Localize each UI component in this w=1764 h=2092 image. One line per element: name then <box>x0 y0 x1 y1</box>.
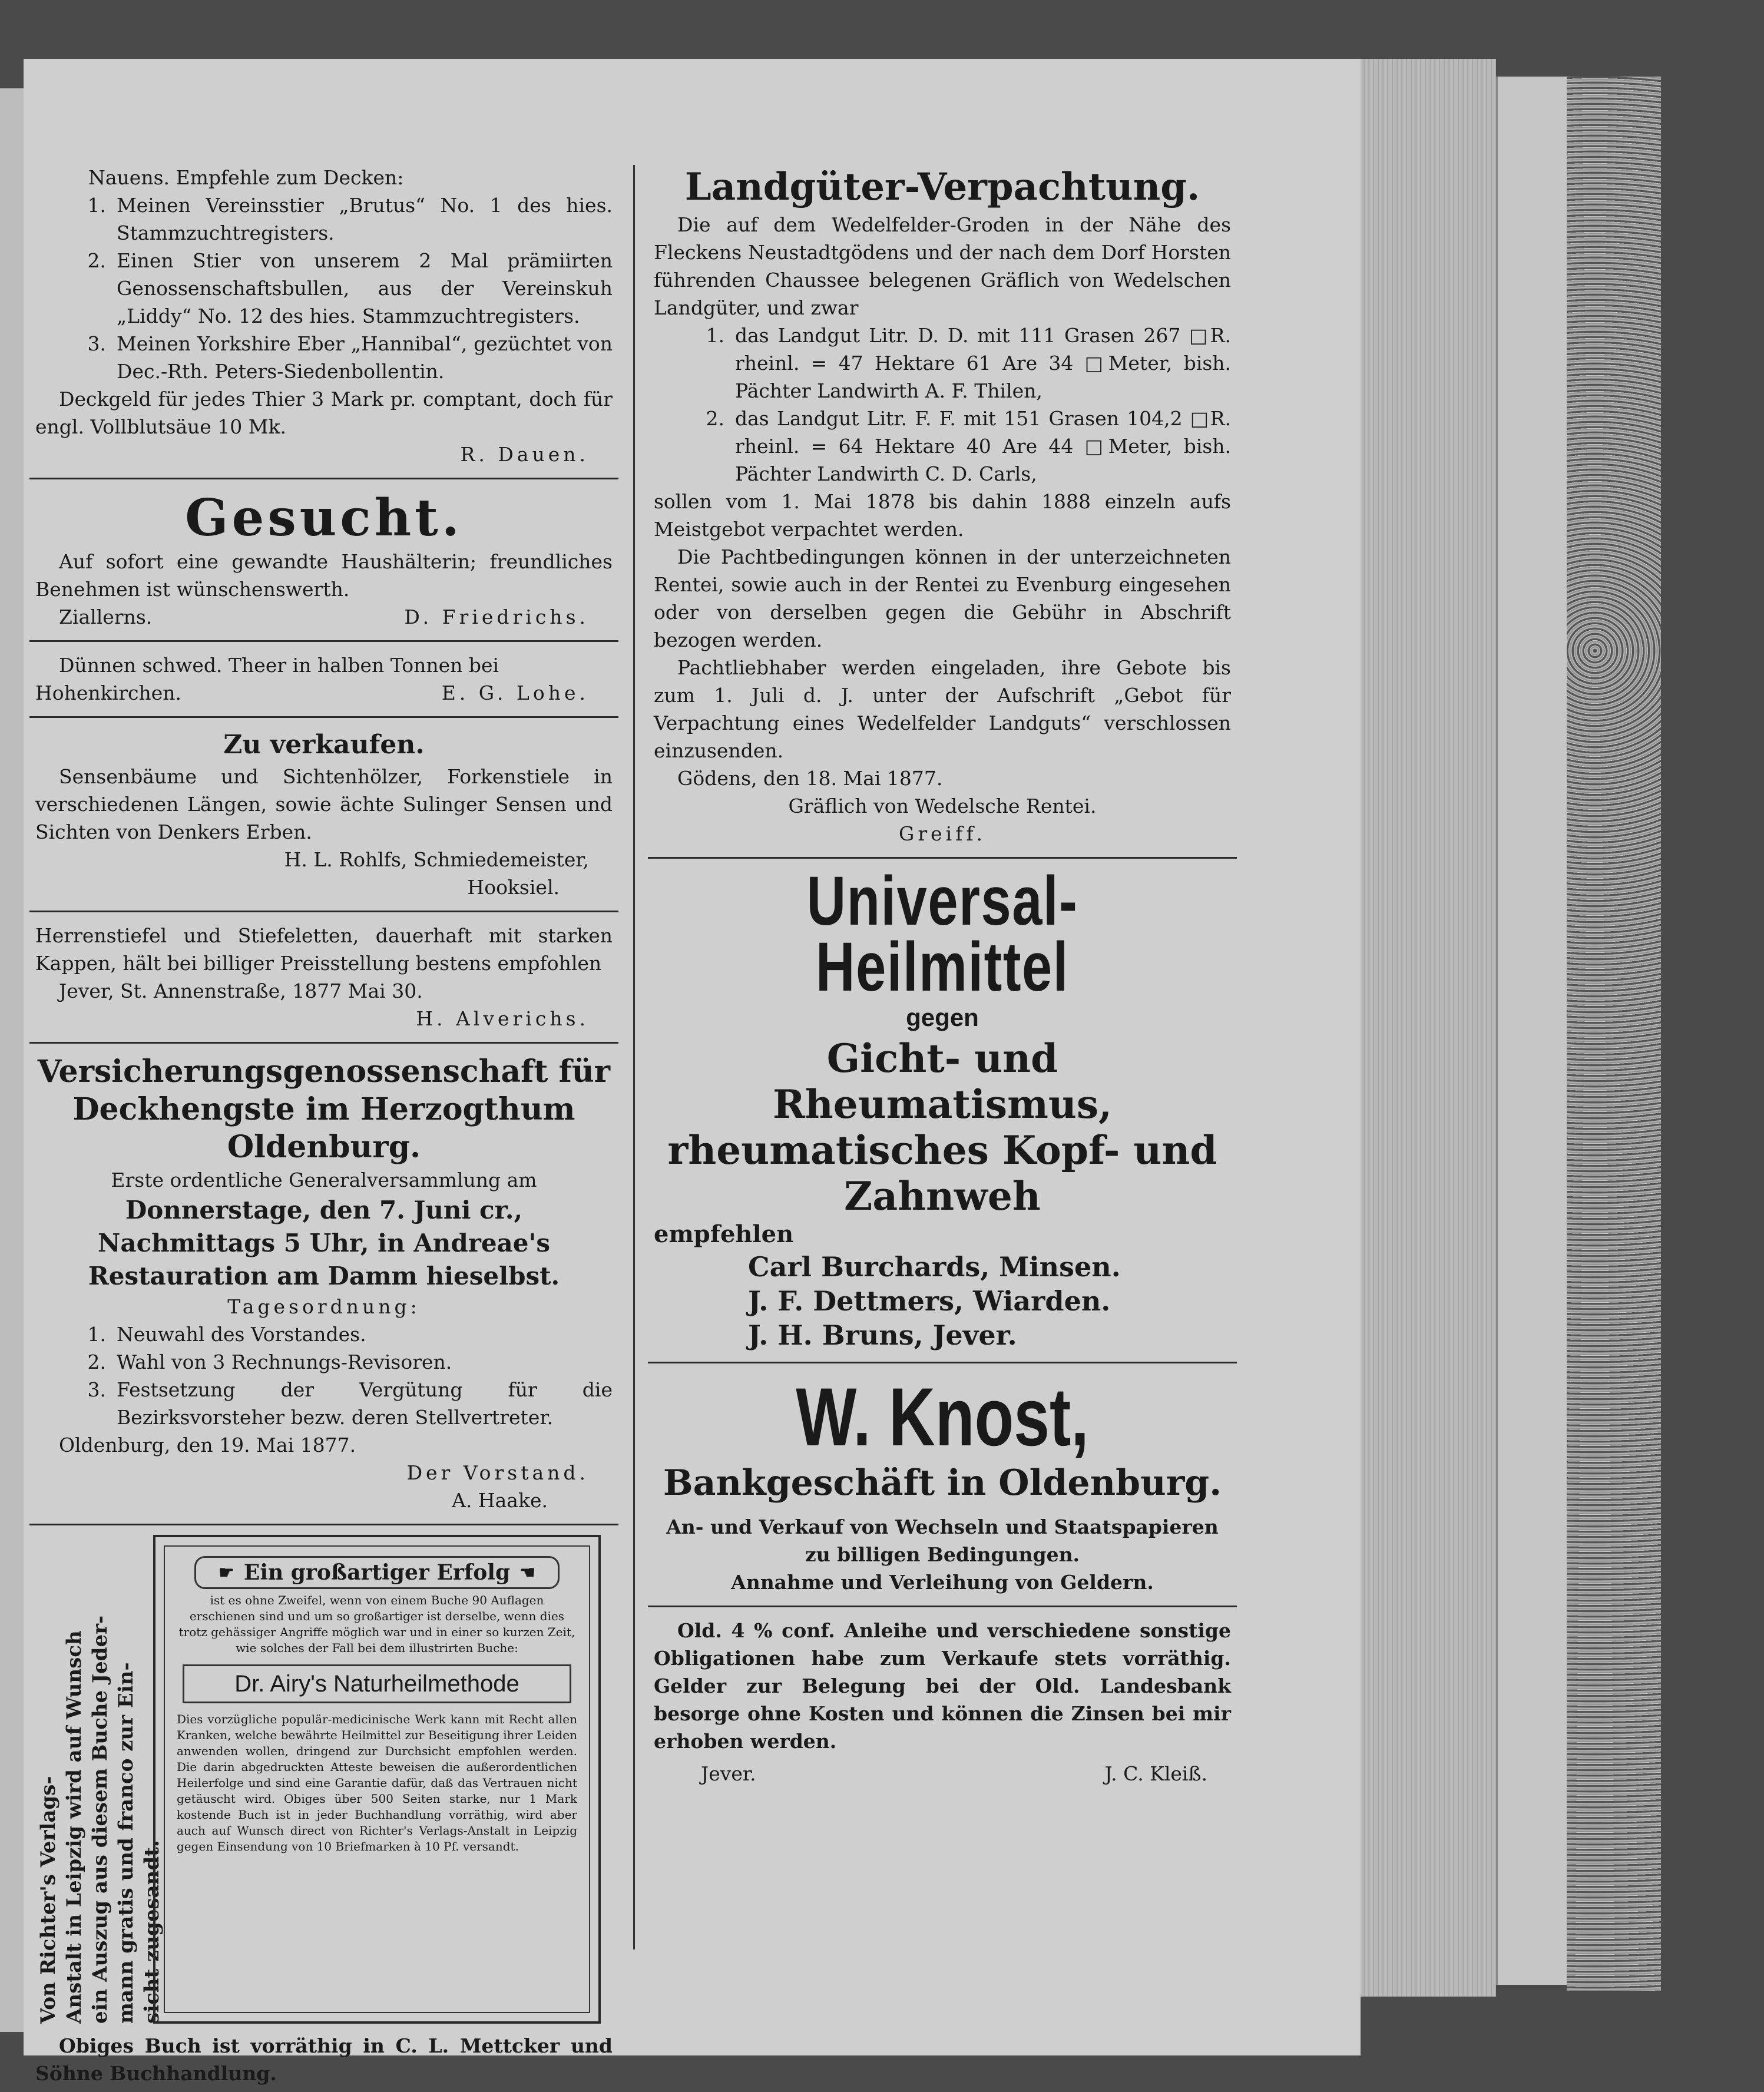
item-number: 3. <box>87 1378 106 1401</box>
divider <box>648 1606 1237 1607</box>
item-text: das Landgut Litr. D. D. mit 111 Grasen 267 □R. rheinl. = 47 Hektare 61 Are 34 □Meter, bish. Pächter Landwirth A. F. Thilen, <box>735 324 1231 402</box>
ad-illness: Gicht- und Rheumatismus, rheumatisches Kopf- und Zahnweh <box>667 1035 1217 1219</box>
ad-footer <box>35 603 613 631</box>
side-text-line: ein Auszug aus diesem Buche Jeder- <box>88 1615 112 2024</box>
vendor-name: J. F. Dettmers, Wiarden. <box>748 1285 1111 1317</box>
item-number: 2. <box>87 249 106 272</box>
book-body: Dies vorzügliche populär-medicinische Werk kann mit Recht allen Kranken, welche bewährte Heilmittel zur Beseitigung ihrer Leiden anwenden wollen, dringend zur Durchsicht empfohlen werden. Die darin abgedruckten Atteste beweisen die außerordentlichen Heilerfolge und sind eine Garantie dafür, daß das Vertrauen nicht getäuscht wird. Obiges über 500 Seiten starke, nur 1 Mark kostende Buch ist in jeder Buchhandlung vorräthig, wird aber auch auf Wunsch direct von Richter's Verlags-Anstalt in Leipzig gegen Einsendung von 10 Briefmarken à 10 Pf. versandt. <box>177 1712 577 1853</box>
divider <box>648 857 1237 859</box>
right-column <box>648 159 1237 1792</box>
ad-knost <box>648 1368 1237 1601</box>
list-item <box>35 330 613 385</box>
ad-text: Herrenstiefel und Stiefeletten, dauerhaft mit starken Kappen, hält bei billiger Preisstellung bestens empfohlen <box>35 924 613 975</box>
item-number: 1. <box>706 324 724 347</box>
list-item <box>35 1320 613 1348</box>
left-column <box>29 159 618 2092</box>
ad-intro: Nauens. Empfehle zum Decken: <box>88 166 404 189</box>
ad-landgueter <box>648 159 1237 852</box>
ad-date: Gödens, den 18. Mai 1877. <box>677 767 943 790</box>
ad-text: Deckgeld für jedes Thier 3 Mark pr. comptant, doch für engl. Vollblutsäue 10 Mk. <box>35 388 613 438</box>
divider <box>29 716 618 718</box>
list-item <box>35 247 613 330</box>
item-text: Einen Stier von unserem 2 Mal prämiirten Genossenschaftsbullen, aus der Vereinskuh „Liddy“ No. 12 des hies. Stammzuchtregisters. <box>117 249 613 327</box>
ad-text: An- und Verkauf von Wechseln und Staatspapieren zu billigen Bedingungen. <box>666 1515 1219 1566</box>
side-text-line: mann gratis und franco zur Ein- <box>114 1662 138 2024</box>
book-title: Dr. Airy's Naturheilmethode <box>183 1664 571 1703</box>
divider <box>29 478 618 479</box>
ad-text: Old. 4 % conf. Anleihe und verschiedene sonstige Obligationen habe zum Verkaufe stets vorräthig. Gelder zur Belegung bei der Old. Landesbank besorge ohne Kosten und können die Zinsen bei mir erhoben werden. <box>654 1619 1231 1753</box>
ad-text: Annahme und Verleihung von Geldern. <box>731 1571 1154 1594</box>
book-page-edges <box>1361 59 1496 1997</box>
item-text: Meinen Vereinsstier „Brutus“ No. 1 des hies. Stammzuchtregisters. <box>117 194 613 244</box>
ad-footer <box>654 1760 1231 1788</box>
ad-text: Auf sofort eine gewandte Haushälterin; freundliches Benehmen ist wünschenswerth. <box>35 550 613 601</box>
ad-heading: Universal-Heilmittel <box>806 862 1078 1006</box>
ad-signature: A. Haake. <box>452 1489 548 1512</box>
ad-org: Gräflich von Wedelsche Rentei. <box>788 795 1097 817</box>
ad-heading: Versicherungsgenossenschaft für Deckhengste im Herzogthum Oldenburg. <box>37 1054 611 1165</box>
ad-date: Jever, St. Annenstraße, 1877 Mai 30. <box>59 979 423 1002</box>
ad-signature: H. L. Rohlfs, Schmiedemeister, <box>284 848 589 871</box>
vendor-name: Carl Burchards, Minsen. <box>748 1251 1121 1283</box>
item-text: das Landgut Litr. F. F. mit 151 Grasen 104,2 □R. rheinl. = 64 Hektare 40 Are 44 □Meter, bish. Pächter Landwirth C. D. Carls, <box>735 407 1231 485</box>
side-text-line: Von Richter's Verlags- <box>37 1776 60 2024</box>
ad-text: Sensenbäume und Sichtenhölzer, Forkenstiele in verschiedenen Längen, sowie ächte Sulinger Sensen und Sichten von Denkers Erben. <box>35 765 613 843</box>
ad-signature: Greiff. <box>899 822 986 845</box>
divider <box>29 1042 618 1044</box>
ad-subheading: Erste ordentliche Generalversammlung am <box>111 1169 537 1191</box>
ad-bold-text: Donnerstage, den 7. Juni cr., Nachmittags 5 Uhr, in Andreae's Restauration am Damm hieselbst. <box>88 1196 560 1290</box>
book-intro: ist es ohne Zweifel, wenn von einem Buche 90 Auflagen erschienen sind und um so großartiger ist derselbe, wenn dies trotz gehässiger Angriffe möglich war und in einer so kurzen Zeit, wie solches der Fall bei dem illustrirten Buche: <box>178 1593 575 1655</box>
agenda-title: Tagesordnung: <box>227 1295 421 1318</box>
vendor-name: J. H. Bruns, Jever. <box>748 1319 1017 1351</box>
ad-subheading: Bankgeschäft in Oldenburg. <box>663 1462 1222 1504</box>
ad-universal-heilmittel <box>648 863 1237 1357</box>
ad-footer <box>35 679 613 707</box>
previous-page-edge <box>0 88 26 2032</box>
divider <box>29 1524 618 1525</box>
pointing-hand-icon: ☚ <box>519 1562 536 1583</box>
column-divider <box>633 165 635 1949</box>
ad-heading: W. Knost, <box>796 1371 1089 1463</box>
vertical-side-text <box>35 1535 164 2024</box>
ad-place: Hooksiel. <box>467 876 560 899</box>
item-text: Wahl von 3 Rechnungs-Revisoren. <box>117 1350 452 1373</box>
ad-heading: Gesucht. <box>185 488 463 548</box>
pointing-hand-icon: ☛ <box>218 1562 234 1583</box>
list-item <box>35 1376 613 1431</box>
book-footer: Obiges Buch ist vorräthig in C. L. Mettcker und Söhne Buchhandlung. <box>35 2034 613 2085</box>
book-banner-text: Ein großartiger Erfolg <box>243 1560 511 1585</box>
ad-text: Dünnen schwed. Theer in halben Tonnen bei <box>59 654 499 677</box>
ad-signature: H. Alverichs. <box>416 1007 589 1030</box>
item-text: Festsetzung der Vergütung für die Bezirksvorsteher bezw. deren Stellvertreter. <box>117 1378 613 1429</box>
ad-place: Ziallerns. <box>59 605 153 628</box>
ad-signature: R. Dauen. <box>460 443 589 466</box>
list-item <box>654 405 1231 488</box>
book-ad-block <box>35 1535 613 2024</box>
book-ad-inner <box>164 1545 590 2013</box>
ad-text: sollen vom 1. Mai 1878 bis dahin 1888 einzeln aufs Meistgebot verpachtet werden. <box>654 490 1231 541</box>
divider <box>29 911 618 912</box>
ad-signature: J. C. Kleiß. <box>1104 1762 1207 1785</box>
item-number: 2. <box>87 1350 106 1373</box>
ad-verkaufen <box>29 723 618 906</box>
ad-signature: Der Vorstand. <box>406 1461 589 1484</box>
side-text-line: sicht zugesandt. <box>140 1840 164 2024</box>
ad-anleihe <box>648 1612 1237 1792</box>
book-ad-frame <box>153 1535 601 2024</box>
ad-theer <box>29 647 618 711</box>
ad-date: Oldenburg, den 19. Mai 1877. <box>59 1434 356 1457</box>
list-item <box>35 191 613 247</box>
item-number: 1. <box>87 194 106 217</box>
ad-signature: E. G. Lohe. <box>441 681 589 704</box>
list-item <box>654 322 1231 405</box>
list-item <box>35 1348 613 1376</box>
item-number: 3. <box>87 332 106 355</box>
ad-text: Die auf dem Wedelfelder-Groden in der Nähe des Fleckens Neustadtgödens und der nach dem Dorf Horsten führenden Chaussee belegenen Gräflich von Wedelschen Landgüter, und zwar <box>654 213 1231 319</box>
item-number: 1. <box>87 1323 106 1346</box>
item-text: Meinen Yorkshire Eber „Hannibal“, gezüchtet von Dec.-Rth. Peters-Siedenbollentin. <box>117 332 613 383</box>
divider <box>29 640 618 642</box>
ad-text: Die Pachtbedingungen können in der unterzeichneten Rentei, sowie auch in der Rentei zu Evenburg eingesehen oder von derselben gegen die Gebühr in Abschrift bezogen werden. <box>654 545 1231 651</box>
ad-stiefel <box>29 917 618 1037</box>
ad-signature: D. Friedrichs. <box>404 605 589 628</box>
ad-text: Pachtliebhaber werden eingeladen, ihre Gebote bis zum 1. Juli d. J. unter der Aufschrift „Gebot für Verpachtung eines Wedelfelder Landguts“ verschlossen einzusenden. <box>654 656 1231 762</box>
side-text-line: Anstalt in Leipzig wird auf Wunsch <box>62 1630 86 2024</box>
marbled-book-cover <box>1567 77 1661 1991</box>
ad-gegen: gegen <box>906 1004 979 1031</box>
ad-empfehlen: empfehlen <box>654 1220 794 1248</box>
ad-place: Jever. <box>701 1762 756 1785</box>
ad-versicherung <box>29 1048 618 1519</box>
book-banner <box>194 1556 560 1589</box>
ad-heading: Landgüter-Verpachtung. <box>684 165 1200 209</box>
divider <box>648 1362 1237 1363</box>
item-text: Neuwahl des Vorstandes. <box>117 1323 366 1346</box>
ad-gesucht <box>29 484 618 635</box>
item-number: 2. <box>706 407 724 430</box>
ad-heading: Zu verkaufen. <box>223 730 425 760</box>
ad-nauens <box>29 159 618 473</box>
ad-book <box>29 1530 618 2092</box>
book-spine-band <box>1496 77 1570 1985</box>
ad-place: Hohenkirchen. <box>35 681 182 704</box>
